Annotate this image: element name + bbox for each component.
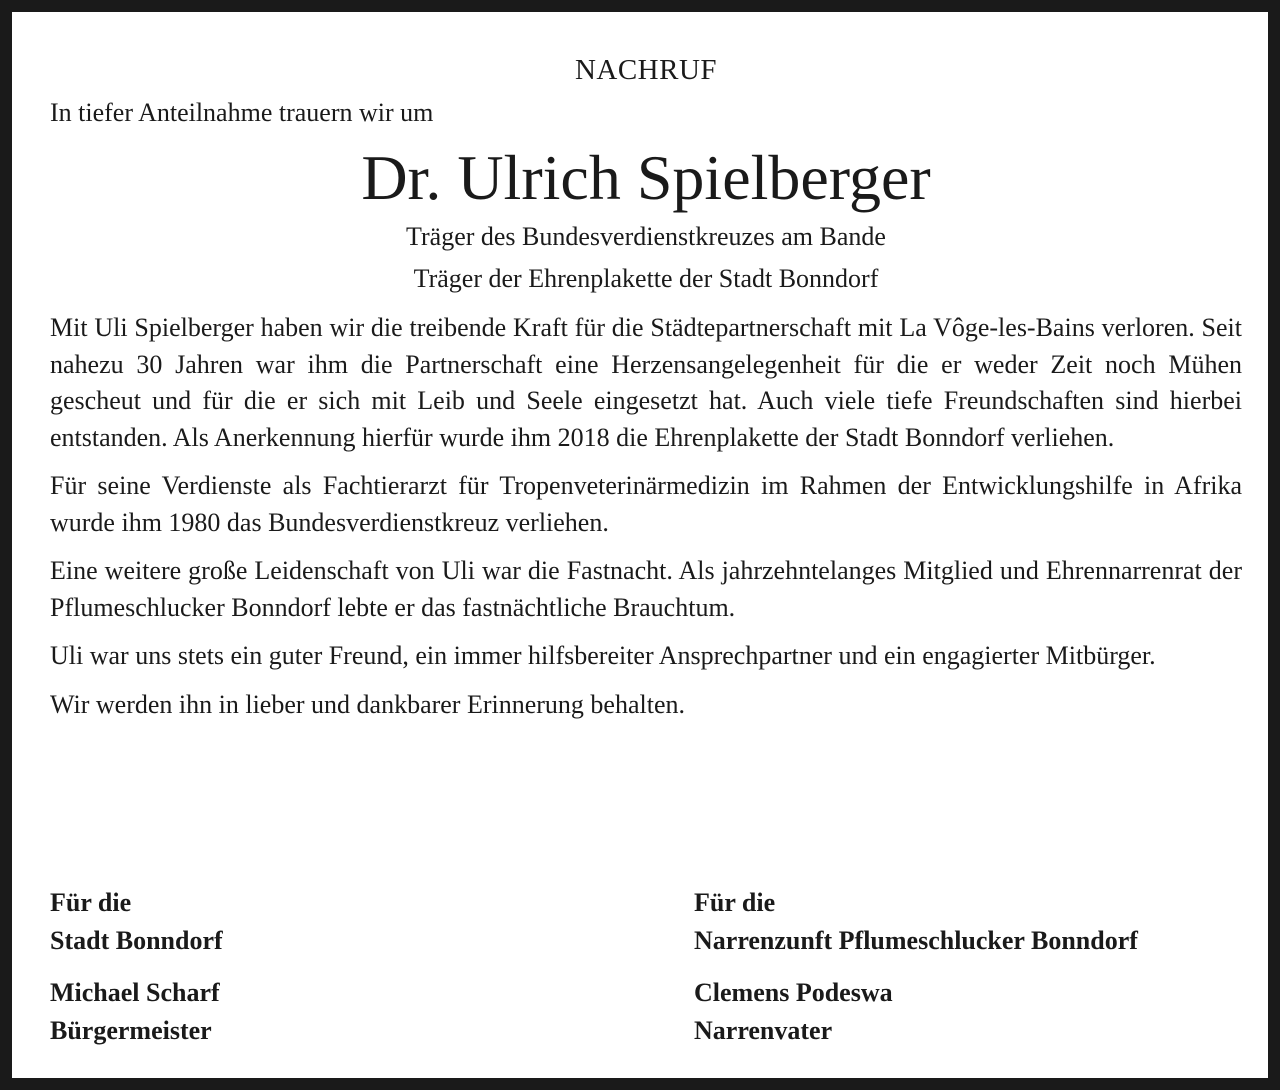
signature-guild	[694, 884, 1138, 1050]
signature-organization: Stadt Bonndorf	[50, 926, 223, 955]
signature-for-label: Für die	[694, 888, 776, 917]
paragraph-merit: Für seine Verdienste als Fachtierarzt für Tropenveterinärmedizin im Rahmen der Entwicklungshilfe in Afrika wurde ihm 1980 das Bundesverdienstkreuz verliehen.	[50, 471, 1242, 537]
signature-spacer	[50, 960, 223, 974]
paragraph-partnership: Mit Uli Spielberger haben wir die treibende Kraft für die Städtepartnerschaft mit La Vôge-les-Bains verloren. Seit nahezu 30 Jahren war ihm die Partnerschaft eine Herzensangelegenheit für die er weder Zeit noch Mühen gescheut und für die er sich mit Leib und Seele eingesetzt hat. Auch viele tiefe Freundschaften sind hierbei entstanden. Als Anerkennung hierfür wurde ihm 2018 die Ehrenplakette der Stadt Bonndorf verliehen.	[50, 313, 1242, 452]
obituary-content	[50, 52, 1242, 1045]
signature-role: Bürgermeister	[50, 1016, 212, 1045]
signature-organization: Narrenzunft Pflumeschlucker Bonndorf	[694, 926, 1138, 955]
paragraph-friend: Uli war uns stets ein guter Freund, ein immer hilfsbereiter Ansprechpartner und ein engagierter Mitbürger.	[50, 641, 1156, 670]
signature-role: Narrenvater	[694, 1016, 833, 1045]
signature-person: Clemens Podeswa	[694, 978, 893, 1007]
honor-line-2: Träger der Ehrenplakette der Stadt Bonndorf	[413, 264, 879, 293]
signature-spacer	[694, 960, 1138, 974]
honor-line-1: Träger des Bundesverdienstkreuzes am Bande	[406, 222, 886, 251]
signature-person: Michael Scharf	[50, 978, 220, 1007]
intro-text: In tiefer Anteilnahme trauern wir um	[50, 98, 434, 127]
signature-city	[50, 884, 223, 1050]
paragraph-carnival: Eine weitere große Leidenschaft von Uli war die Fastnacht. Als jahrzehntelanges Mitglied und Ehrennarrenrat der Pflumeschlucker Bonndorf lebte er das fastnächtliche Brauchtum.	[50, 556, 1242, 622]
paragraph-remembrance: Wir werden ihn in lieber und dankbarer Erinnerung behalten.	[50, 689, 685, 719]
deceased-name: Dr. Ulrich Spielberger	[361, 142, 931, 213]
signature-for-label: Für die	[50, 888, 132, 917]
notice-heading: NACHRUF	[574, 54, 718, 86]
